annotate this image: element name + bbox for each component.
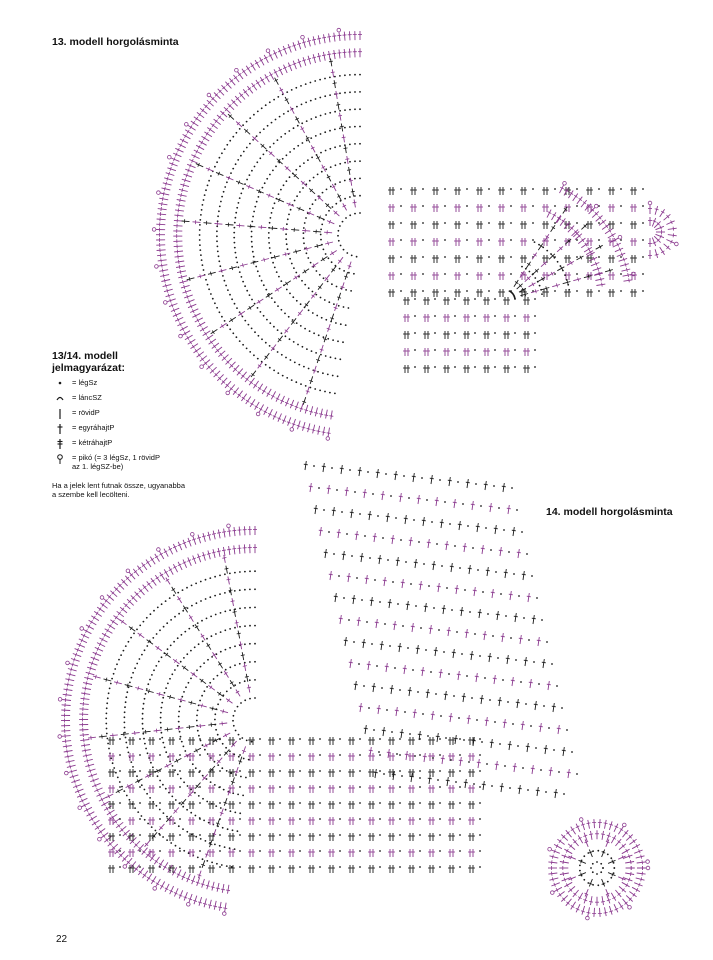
legend-label: = pikó (= 3 légSz, 1 rövidP az 1. légSZ-be): [72, 453, 160, 471]
model-13-title: 13. modell horgolásminta: [52, 36, 179, 48]
model-13-diagram: [152, 28, 678, 440]
model-14-diagram: [58, 461, 650, 920]
legend-label: = légSz: [72, 378, 98, 387]
page-number: 22: [56, 934, 68, 945]
legend-label: = kétráhajtP: [72, 438, 113, 447]
legend-label: = rövidP: [72, 408, 100, 417]
legend-label: = láncSZ: [72, 393, 102, 402]
model-14-title: 14. modell horgolásminta: [546, 506, 673, 518]
legend-heading-line2: jelmagyarázat:: [52, 362, 125, 374]
legend-label: = egyráhajtP: [72, 423, 115, 432]
legend-note: Ha a jelek lent futnak össze, ugyanabba a szembe kell lecölteni.: [52, 481, 186, 499]
legend-heading-line1: 13/14. modell: [52, 350, 118, 362]
